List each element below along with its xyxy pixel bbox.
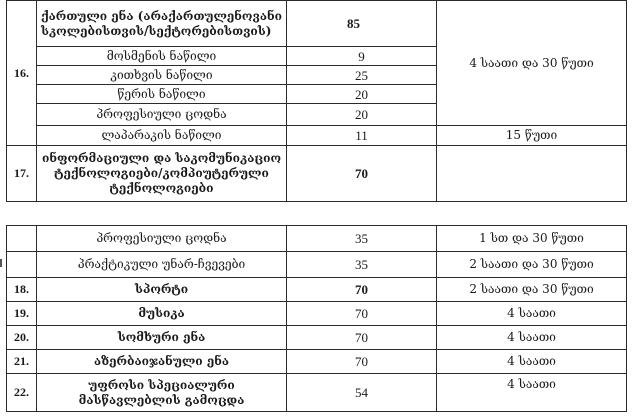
subject-cell: კითხვის ნაწილი — [37, 66, 287, 85]
score-cell: 70 — [287, 146, 437, 202]
score-cell: 20 — [287, 104, 437, 126]
score-cell: 70 — [287, 350, 437, 374]
table-row — [7, 1, 627, 47]
table-row — [7, 302, 627, 326]
subject-cell: პროფესიული ცოდნა — [37, 226, 287, 252]
table-row — [7, 374, 627, 412]
row-number: 22. — [7, 374, 37, 412]
subject-cell: მოსმენის ნაწილი — [37, 47, 287, 66]
score-cell: 70 — [287, 302, 437, 326]
time-cell: 4 საათი — [437, 326, 627, 350]
margin-mark — [0, 259, 2, 267]
subject-cell: ქართული ენა (არაქართულენოვანი სკოლებისთვის/სექტორებისთვის) — [37, 1, 287, 47]
score-value: 85 — [347, 16, 360, 31]
subject-cell: პრაქტიკული უნარ-ჩვევები — [37, 252, 287, 278]
table-row — [7, 350, 627, 374]
subject-cell: აზერბაიჯანული ენა — [37, 350, 287, 374]
score-cell — [287, 1, 437, 47]
row-number: 21. — [7, 350, 37, 374]
row-number — [7, 252, 37, 278]
row-number: 18. — [7, 278, 37, 302]
time-cell: 4 საათი — [437, 374, 627, 412]
score-cell: 35 — [287, 252, 437, 278]
table-row — [7, 326, 627, 350]
time-cell: 4 საათი და 30 წუთი — [437, 1, 627, 126]
row-number — [7, 226, 37, 252]
score-cell: 20 — [287, 85, 437, 104]
table-row — [7, 278, 627, 302]
score-cell: 54 — [287, 374, 437, 412]
exam-table-part-2 — [6, 225, 627, 412]
score-cell: 70 — [287, 278, 437, 302]
score-cell: 35 — [287, 226, 437, 252]
row-number: 16. — [7, 1, 37, 146]
time-cell: 1 სთ და 30 წუთი — [437, 226, 627, 252]
table-row — [7, 226, 627, 252]
subject-cell: ლაპარაკის ნაწილი — [37, 126, 287, 146]
score-cell: 11 — [287, 126, 437, 146]
time-cell: 2 საათი და 30 წუთი — [437, 278, 627, 302]
table-row — [7, 252, 627, 278]
subject-cell: ინფორმაციული და საკომუნიკაციო ტექნოლოგიები/კომპიუტერული ტექნოლოგიები — [37, 146, 287, 202]
score-cell: 25 — [287, 66, 437, 85]
time-cell: 4 საათი — [437, 302, 627, 326]
subject-cell: მუსიკა — [37, 302, 287, 326]
table-row — [7, 146, 627, 202]
score-cell: 9 — [287, 47, 437, 66]
subject-cell: სპორტი — [37, 278, 287, 302]
subject-cell: პროფესიული ცოდნა — [37, 104, 287, 126]
subject-cell: სომხური ენა — [37, 326, 287, 350]
exam-table-part-1 — [6, 0, 627, 202]
row-number: 17. — [7, 146, 37, 202]
time-cell: 2 საათი და 30 წუთი — [437, 252, 627, 278]
row-number: 19. — [7, 302, 37, 326]
table-row — [7, 126, 627, 146]
score-cell: 70 — [287, 326, 437, 350]
time-cell — [437, 146, 627, 202]
time-cell: 4 საათი — [437, 350, 627, 374]
subject-cell: უფროსი სპეციალური მასწავლებლის გამოცდა — [37, 374, 287, 412]
time-cell: 15 წუთი — [437, 126, 627, 146]
subject-cell: წერის ნაწილი — [37, 85, 287, 104]
row-number: 20. — [7, 326, 37, 350]
